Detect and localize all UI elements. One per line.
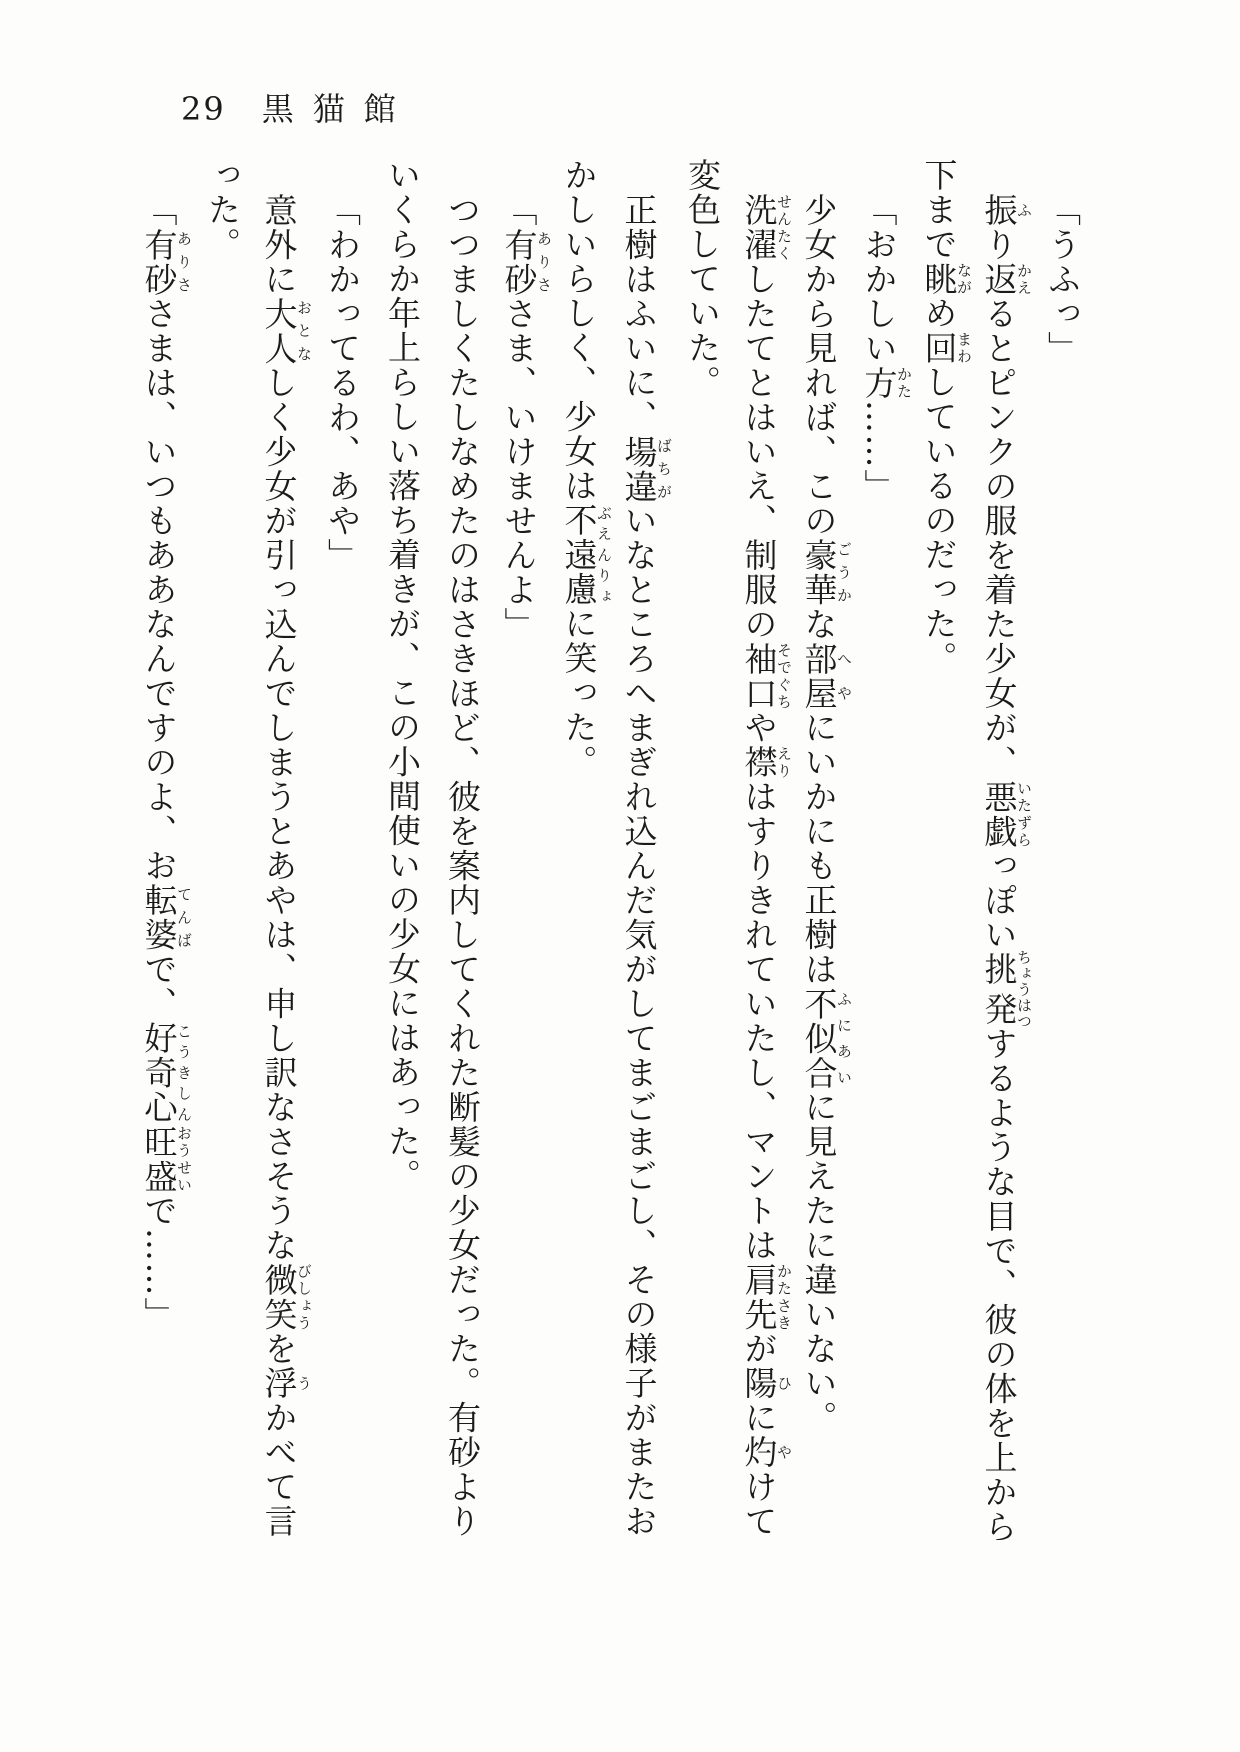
text-column-12 bbox=[372, 158, 432, 1554]
ruby-annotated-word: 有砂ありさ bbox=[499, 227, 553, 297]
text-column-1 bbox=[1032, 158, 1092, 1554]
text-run: けて bbox=[739, 1469, 779, 1539]
text-column-11 bbox=[432, 158, 492, 1554]
text-run: るとピンクの服を着た少女が、 bbox=[979, 296, 1019, 780]
ruby-annotated-word: 微笑びしょう bbox=[259, 1262, 313, 1332]
ruby-annotated-word: 袖口そでぐち bbox=[739, 641, 793, 711]
furigana: ありさ bbox=[535, 227, 553, 297]
ruby-annotated-word: 灼や bbox=[739, 1435, 793, 1470]
furigana: かた bbox=[895, 365, 913, 400]
ruby-annotated-word: 好奇心こうきしん bbox=[139, 1021, 193, 1125]
ruby-annotated-word: 返かえ bbox=[979, 262, 1033, 297]
ruby-annotated-word: 有砂ありさ bbox=[139, 227, 193, 297]
text-run: な bbox=[799, 607, 839, 642]
ruby-annotated-word: 不似合ふにあい bbox=[799, 986, 853, 1090]
ruby-annotated-word: 振ふ bbox=[979, 193, 1033, 228]
furigana: ありさ bbox=[175, 227, 193, 297]
ruby-annotated-word: 挑発ちょうはつ bbox=[979, 949, 1033, 1030]
text-run: 下まで bbox=[919, 158, 959, 262]
book-title: 黒猫館 bbox=[261, 90, 415, 128]
text-run: で……」 bbox=[139, 1193, 179, 1332]
ruby-annotated-word: 転婆てんば bbox=[139, 883, 193, 952]
text-run: で、 bbox=[139, 952, 179, 1021]
ruby-annotated-word: 旺盛おうせい bbox=[139, 1124, 193, 1194]
ruby-annotated-word: 肩先かたさき bbox=[739, 1262, 793, 1332]
text-run: さま、いけませんよ」 bbox=[499, 296, 539, 642]
text-column-16 bbox=[132, 158, 192, 1554]
text-run: に笑った。 bbox=[559, 606, 599, 779]
text-run: に見えたに違いない。 bbox=[799, 1090, 839, 1435]
furigana: う bbox=[295, 1366, 313, 1401]
text-column-7 bbox=[672, 158, 732, 1554]
text-column-15 bbox=[192, 158, 252, 1554]
furigana: そでぐち bbox=[775, 641, 793, 711]
ruby-annotated-word: 場違ばちが bbox=[619, 434, 673, 504]
text-run: したてとはいえ、制服の bbox=[739, 262, 779, 642]
text-run: 変色していた。 bbox=[683, 158, 722, 400]
furigana: ぶえんりょ bbox=[595, 503, 613, 607]
text-run: さまは、いつもああなんですのよ、お bbox=[139, 296, 179, 883]
ruby-annotated-word: 大人おとな bbox=[259, 296, 313, 366]
text-column-2 bbox=[972, 158, 1032, 1554]
text-run: いくらか年上らしい落ち着きが、この小間使いの少女にはあった。 bbox=[383, 158, 422, 1193]
furigana: ふにあい bbox=[835, 986, 853, 1090]
text-run: するような目で、彼の体を上から bbox=[979, 1026, 1019, 1544]
ruby-annotated-word: 陽ひ bbox=[739, 1366, 793, 1401]
page-number: 29 bbox=[181, 90, 226, 128]
text-run: 少女から見れば、この bbox=[799, 193, 839, 538]
furigana: びしょう bbox=[295, 1262, 313, 1332]
text-run: かしいらしく、少女は bbox=[559, 158, 599, 503]
text-run: はすりきれていたし、マントは bbox=[739, 779, 779, 1263]
text-run: っぽい bbox=[979, 848, 1019, 952]
ruby-annotated-word: 豪華ごうか bbox=[799, 538, 853, 607]
text-run: め bbox=[919, 296, 959, 331]
text-run: しているのだった。 bbox=[919, 365, 959, 676]
furigana: いたずら bbox=[1015, 779, 1033, 849]
ruby-annotated-word: 悪戯いたずら bbox=[979, 779, 1033, 849]
text-column-9 bbox=[552, 158, 612, 1554]
text-run: 「おかしい bbox=[859, 193, 899, 366]
text-run: 「うふっ」 bbox=[1043, 193, 1082, 366]
ruby-annotated-word: 襟えり bbox=[739, 745, 793, 780]
ruby-annotated-word: 方かた bbox=[859, 365, 913, 400]
text-run: った。 bbox=[203, 158, 242, 262]
furigana: ごうか bbox=[835, 538, 853, 607]
furigana: せんたく bbox=[775, 193, 793, 262]
text-block bbox=[132, 158, 1092, 1554]
text-column-8 bbox=[612, 158, 672, 1554]
ruby-annotated-word: 眺なが bbox=[919, 261, 973, 296]
text-run: いなところへまぎれ込んだ気がしてまごまごし、その様子がまたお bbox=[619, 503, 659, 1539]
furigana: ちょうはつ bbox=[1015, 949, 1033, 1030]
furigana: ばちが bbox=[655, 434, 673, 504]
text-run: を bbox=[259, 1331, 299, 1366]
furigana: てんば bbox=[175, 883, 193, 952]
text-column-5 bbox=[792, 158, 852, 1554]
ruby-annotated-word: 部屋へや bbox=[799, 641, 853, 711]
furigana: ふ bbox=[1015, 193, 1033, 228]
furigana: かえ bbox=[1015, 262, 1033, 297]
ruby-annotated-word: 洗濯せんたく bbox=[739, 193, 793, 262]
text-column-13 bbox=[312, 158, 372, 1554]
text-run: 「 bbox=[139, 193, 179, 228]
ruby-annotated-word: 回まわ bbox=[919, 330, 973, 365]
text-run: り bbox=[979, 227, 1019, 262]
ruby-annotated-word: 浮う bbox=[259, 1366, 313, 1401]
text-run: ……」 bbox=[859, 400, 899, 504]
furigana: こうきしん bbox=[175, 1021, 193, 1125]
text-run: に bbox=[739, 1400, 779, 1435]
text-run: や bbox=[739, 710, 779, 745]
furigana: おとな bbox=[295, 296, 313, 366]
furigana: や bbox=[775, 1435, 793, 1470]
furigana: まわ bbox=[955, 330, 973, 365]
furigana: ひ bbox=[775, 1366, 793, 1401]
ruby-annotated-word: 不遠慮ぶえんりょ bbox=[559, 503, 613, 607]
text-run: 意外に bbox=[259, 193, 299, 297]
text-run: 「 bbox=[499, 193, 539, 228]
furigana: おうせい bbox=[175, 1124, 193, 1194]
text-column-10 bbox=[492, 158, 552, 1554]
page-header bbox=[181, 84, 415, 130]
furigana: かたさき bbox=[775, 1262, 793, 1332]
text-column-14 bbox=[252, 158, 312, 1554]
furigana: へや bbox=[835, 641, 853, 711]
text-column-4 bbox=[852, 158, 912, 1554]
text-run: かべて言 bbox=[259, 1400, 299, 1539]
text-column-3 bbox=[912, 158, 972, 1554]
text-run: 正樹はふいに、 bbox=[619, 193, 659, 435]
furigana: なが bbox=[955, 261, 973, 296]
text-column-6 bbox=[732, 158, 792, 1554]
furigana: えり bbox=[775, 745, 793, 780]
text-run: しく少女が引っ込んでしまうとあやは、申し訳なさそうな bbox=[259, 365, 299, 1263]
text-run: にいかにも正樹は bbox=[799, 710, 839, 987]
text-run: が bbox=[739, 1331, 779, 1366]
text-run: つつましくたしなめたのはさきほど、彼を案内してくれた断髪の少女だった。有砂より bbox=[443, 193, 482, 1539]
text-run: 「わかってるわ、あや」 bbox=[323, 193, 362, 573]
